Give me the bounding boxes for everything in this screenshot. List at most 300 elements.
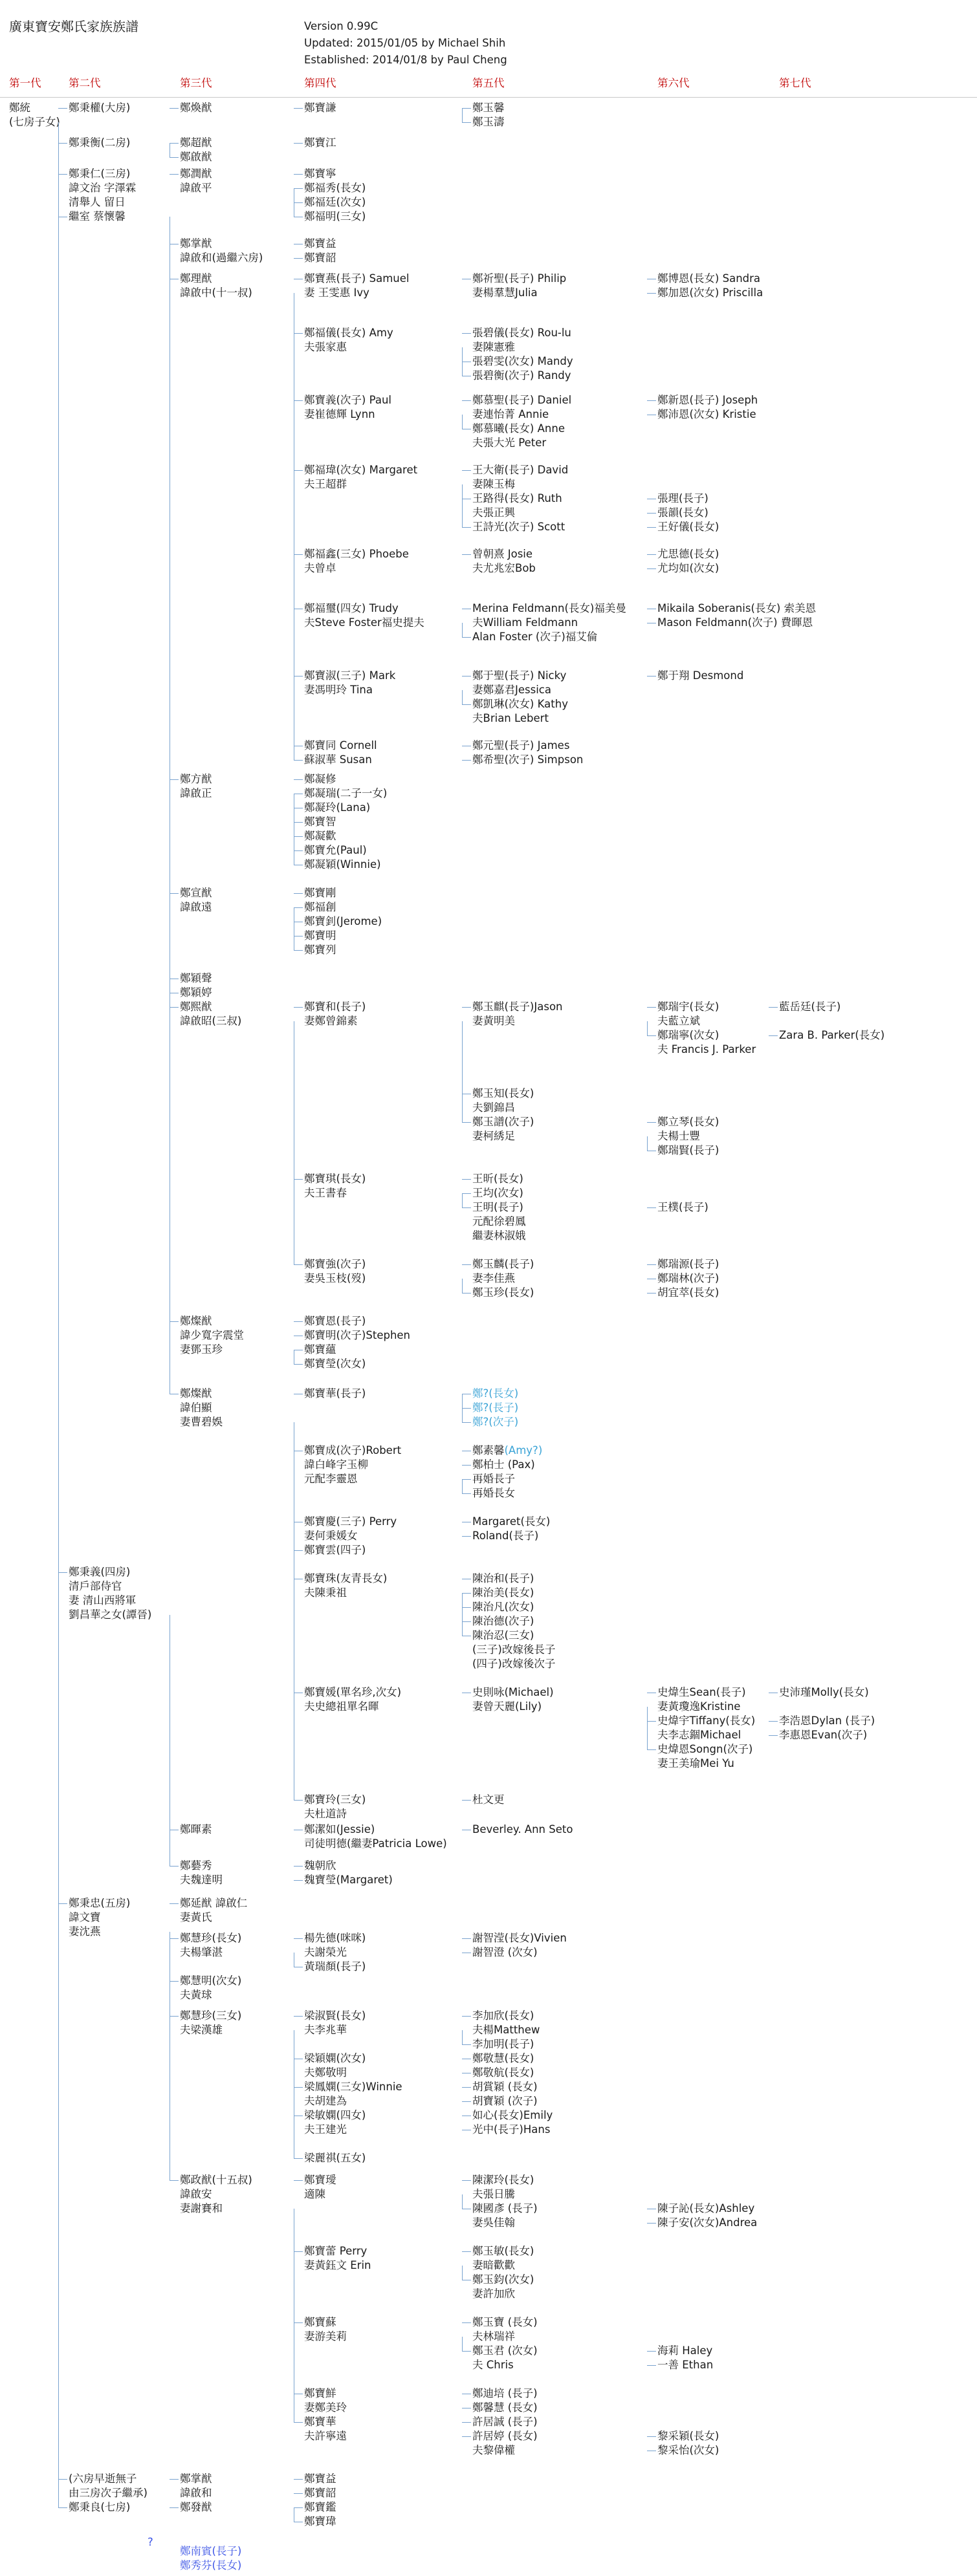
- gen-5-entry: 史則咏(Michael): [472, 1686, 554, 1698]
- connector-line: [462, 1800, 471, 1801]
- updated-label: Updated: 2015/01/05 by Michael Shih: [304, 37, 506, 49]
- connector-line: [58, 108, 67, 109]
- connector-line: [58, 1903, 67, 1904]
- connector-line: [462, 400, 471, 401]
- gen-4-entry: 鄭潔如(Jessie): [304, 1823, 375, 1835]
- gen-6-entry: 黎采怡(次女): [657, 2444, 719, 2456]
- connector-line: [294, 1938, 303, 1939]
- gen-6-entry: 鄭瑞宇(長女): [657, 1001, 719, 1013]
- gen-4-entry: 鄭寶瑩(次女): [304, 1358, 366, 1370]
- gen-5-entry: 王詩光(次子) Scott: [472, 521, 565, 533]
- gen-6-entry: 鄭瑞林(次子): [657, 1272, 719, 1284]
- gen-4-entry: 鄭福廷(次女): [304, 196, 366, 208]
- gen-4-entry: 妻鄭美玲: [304, 2401, 347, 2414]
- gen-4-entry: 妻崔德輝 Lynn: [304, 408, 375, 420]
- connector-line: [462, 1479, 471, 1480]
- connector-line: [170, 1903, 179, 1904]
- gen-5-entry: 鄭玉敏(長女): [472, 2245, 534, 2257]
- connector-line: [647, 513, 656, 514]
- gen-3-entry: 諱啟平: [180, 182, 212, 194]
- connector-line: [462, 108, 471, 109]
- gen-3-entry: 鄭理猷: [180, 272, 212, 285]
- connector-line: [647, 1749, 656, 1750]
- gen-4-entry: 妻 王雯惠 Ivy: [304, 287, 369, 299]
- gen-3-entry: 諱伯顯: [180, 1402, 212, 1414]
- connector-line: [647, 2351, 656, 2352]
- gen-5-entry: 陳治忍(三女): [472, 1629, 534, 1641]
- gen-5-entry: 鄭玉寶 (長女): [472, 2316, 538, 2328]
- gen-5-entry: 陳治和(長子): [472, 1572, 534, 1585]
- connector-line: [647, 568, 656, 569]
- header-gen-6: 第六代: [657, 77, 690, 89]
- gen-6-entry: 胡宜萃(長女): [657, 1286, 719, 1299]
- gen-5-entry: 鄭于聖(長子) Nicky: [472, 669, 567, 682]
- gen-4-entry: 鄭寶淑(三子) Mark: [304, 669, 396, 682]
- gen-2-entry: 劉昌華之女(譚晉): [69, 1608, 152, 1621]
- connector-line: [294, 1007, 303, 1008]
- gen-5-entry: 妻吳佳翰: [472, 2216, 515, 2229]
- gen-3-entry: 鄭慧珍(長女): [180, 1932, 242, 1944]
- gen-3-entry: 鄭宣猷: [180, 887, 212, 899]
- gen-6-entry: 夫藍立斌: [657, 1015, 700, 1027]
- connector-line: [170, 1938, 179, 1939]
- gen-2-entry: 鄭秉忠(五房): [69, 1897, 131, 1909]
- gen-4-entry: 鄭寶江: [304, 136, 336, 149]
- gen-3-entry: 諱啟中(十一叔): [180, 287, 252, 299]
- gen-7-entry: 藍岳廷(長子): [779, 1001, 841, 1013]
- gen-6-entry: 妻王美瑜Mei Yu: [657, 1757, 734, 1770]
- gen-3-entry: 鄭燦猷: [180, 1315, 212, 1327]
- gen-4-entry: 夫杜道詩: [304, 1808, 347, 1820]
- gen-6-entry: 妻黃瓊逸Kristine: [657, 1700, 741, 1713]
- gen-3-entry: 諱啟遠: [180, 901, 212, 913]
- gen-4-entry: 鄭寶允(Paul): [304, 844, 367, 856]
- gen-6-entry: 史煒恩Songn(次子): [657, 1743, 753, 1755]
- header-gen-4: 第四代: [304, 77, 336, 89]
- connector-line: [647, 1035, 656, 1036]
- connector-line: [170, 779, 179, 780]
- gen-3-entry: 妻謝賽和: [180, 2202, 223, 2214]
- gen-3-entry: 妻曹碧娛: [180, 1416, 223, 1428]
- gen-4-entry: 鄭寶和(長子): [304, 1001, 366, 1013]
- gen-2-entry: 妻 清山西將軍: [69, 1594, 137, 1607]
- gen-5-entry: 妻柯綉足: [472, 1130, 515, 1142]
- connector-line: [462, 1193, 463, 1207]
- gen-4-entry: 司徒明德(繼妻Patricia Lowe): [304, 1837, 447, 1850]
- gen-2-entry: 鄭秉權(大房): [69, 102, 131, 114]
- gen-5-entry: 鄭祈聖(長子) Philip: [472, 272, 567, 285]
- connector-line: [462, 333, 471, 334]
- gen-3-entry: 鄭掌猷: [180, 237, 212, 250]
- gen-4-entry: 諱白峰字玉柳: [304, 1458, 368, 1471]
- gen-6-entry: Mikaila Soberanis(長女) 索美恩: [657, 602, 817, 614]
- gen-6-entry: 夫李志錮Michael: [657, 1729, 741, 1741]
- connector-line: [769, 1735, 778, 1736]
- header-gen-2: 第二代: [69, 77, 101, 89]
- connector-line: [647, 1136, 648, 1151]
- connector-line: [647, 293, 656, 294]
- gen-4-entry: 夫胡建為: [304, 2095, 347, 2107]
- gen-4-entry: 鄭寶蘊: [304, 1343, 336, 1356]
- gen-4-entry: 鄭寶鮮: [304, 2387, 336, 2399]
- connector-line: [294, 1800, 303, 1801]
- gen-5-entry: 鄭玉珍(長女): [472, 1286, 534, 1299]
- connector-line: [647, 2223, 656, 2224]
- connector-line: [462, 1279, 463, 1293]
- connector-line: [294, 108, 303, 109]
- connector-line: [769, 1721, 778, 1722]
- connector-line: [170, 893, 179, 894]
- connector-line: [294, 400, 303, 401]
- connector-line: [462, 690, 463, 704]
- connector-line: [294, 1880, 303, 1881]
- gen-4-entry: 鄭寶益: [304, 2473, 336, 2485]
- gen-3-entry: 諱啟昭(三叔): [180, 1015, 242, 1027]
- connector-line: [462, 1536, 471, 1537]
- gen-3-entry: ?: [148, 2536, 153, 2548]
- connector-line: [462, 1179, 471, 1180]
- connector-line: [294, 1364, 303, 1365]
- connector-line: [647, 400, 656, 401]
- gen-3-entry: 夫楊肇湛: [180, 1946, 223, 1958]
- connector-line: [294, 554, 303, 555]
- gen-5-entry: 王明(長子): [472, 1201, 523, 1213]
- connector-line: [58, 1572, 67, 1573]
- gen-5-entry: 許居誠 (長子): [472, 2416, 538, 2428]
- gen-5-entry: 鄭希聖(次子) Simpson: [472, 753, 584, 766]
- connector-line: [58, 2479, 67, 2480]
- gen-4-entry: 梁穎嫻(次女): [304, 2052, 366, 2064]
- gen-5-entry: 陳治德(次子): [472, 1615, 534, 1627]
- connector-line: [462, 108, 463, 122]
- connector-line: [170, 2479, 179, 2480]
- gen-5-entry: 再婚長子: [472, 1473, 515, 1485]
- connector-line: [294, 470, 303, 471]
- gen-4-entry: 梁淑賢(長女): [304, 2009, 366, 2022]
- gen-4-entry: 鄭寶義(次子) Paul: [304, 394, 391, 406]
- gen-5-entry: 妻暗歡歡: [472, 2259, 515, 2271]
- gen-5-entry: 鄭慕曦(長女) Anne: [472, 422, 565, 435]
- connector-line: [647, 1021, 648, 1035]
- gen-4-entry: 妻黃鈺文 Erin: [304, 2259, 371, 2271]
- gen-5-entry: 許居婷 (長女): [472, 2430, 538, 2442]
- gen-5-entry: 鄭迪培 (長子): [472, 2387, 538, 2399]
- connector-line: [462, 2351, 471, 2352]
- connector-line: [462, 1408, 471, 1409]
- header-gen-3: 第三代: [180, 77, 212, 89]
- gen-3-entry: 夫魏達明: [180, 1874, 223, 1886]
- gen-3-entry: 鄭煥猷: [180, 102, 212, 114]
- gen-4-entry: 鄭福創: [304, 901, 336, 913]
- connector-line: [462, 2180, 471, 2181]
- gen-6-entry: 鄭博恩(長女) Sandra: [657, 272, 761, 285]
- gen-1-entry: (七房子女): [9, 116, 60, 128]
- connector-line: [294, 143, 303, 144]
- gen-5-entry: 鄭玉濤: [472, 116, 505, 128]
- gen-6-entry: 鄭瑞源(長子): [657, 1258, 719, 1270]
- gen-4-entry: 夫王建光: [304, 2123, 347, 2136]
- gen-3-entry: 鄭掌猷: [180, 2473, 212, 2485]
- established-label: Established: 2014/01/8 by Paul Cheng: [304, 54, 507, 66]
- connector-line: [462, 1607, 471, 1608]
- gen-2-entry: 諱文寶: [69, 1911, 101, 1923]
- connector-line: [462, 1465, 471, 1466]
- connector-line: [462, 2251, 471, 2252]
- connector-line: [647, 527, 656, 528]
- gen-3-entry: 鄭超猷: [180, 136, 212, 149]
- gen-4-entry: 梁鳳嫻(三女)Winnie: [304, 2081, 402, 2093]
- gen-4-entry: 夫張家惠: [304, 341, 347, 353]
- connector-line: [170, 174, 179, 175]
- gen-5-entry: 鄭柏士 (Pax): [472, 1458, 535, 1471]
- gen-6-entry: 鄭立琴(長女): [657, 1116, 719, 1128]
- gen-4-entry: 妻馮明玲 Tina: [304, 684, 373, 696]
- gen-1-entry: 鄭統: [9, 102, 30, 114]
- gen-4-entry: 鄭寶成(次子)Robert: [304, 1444, 402, 1456]
- gen-7-entry: 李惠恩Evan(次子): [779, 1729, 868, 1741]
- connector-line: [170, 2507, 179, 2508]
- gen-2-entry: 鄭秉衡(二房): [69, 136, 131, 149]
- connector-line: [170, 1007, 179, 1008]
- gen-5-entry: 鄭玉鈞(次女): [472, 2273, 534, 2286]
- connector-line: [462, 1493, 471, 1494]
- gen-3-entry: 妻鄧玉珍: [180, 1343, 223, 1356]
- gen-3-entry: 鄭燦猷: [180, 1387, 212, 1400]
- gen-4-entry: 鄭寶鑑: [304, 2501, 336, 2513]
- gen-6-entry: 史煒生Sean(長子): [657, 1686, 746, 1698]
- gen-5-entry: 鄭?(長女): [472, 1387, 519, 1400]
- gen-4-entry: 鄭寶益: [304, 237, 336, 250]
- connector-line: [462, 2422, 471, 2423]
- connector-line: [462, 2322, 471, 2323]
- gen-5-entry: 夫張日騰: [472, 2188, 515, 2200]
- gen-6-entry: 鄭瑞賢(長子): [657, 1144, 719, 1156]
- gen-5-entry: 張碧雯(次女) Mandy: [472, 355, 573, 367]
- connector-line: [294, 2322, 303, 2323]
- gen-4-entry: 適陳: [304, 2188, 325, 2200]
- gen-3-entry: 夫梁漢雄: [180, 2024, 223, 2036]
- gen-5-entry: 鄭素馨(Amy?): [472, 1444, 543, 1456]
- connector-line: [294, 202, 303, 203]
- gen-5-entry: 妻連怡菁 Annie: [472, 408, 549, 420]
- gen-4-entry: 鄭凝穎(Winnie): [304, 858, 381, 871]
- gen-4-entry: 夫史總祖單名暉: [304, 1700, 379, 1713]
- connector-line: [294, 1550, 303, 1551]
- gen-6-entry: 黎采穎(長女): [657, 2430, 719, 2442]
- gen-5-entry: 王昕(長女): [472, 1173, 523, 1185]
- connector-line: [58, 2507, 67, 2508]
- gen-4-entry: 鄭寶強(次子): [304, 1258, 366, 1270]
- gen-5-entry: 陳國彥 (長子): [472, 2202, 538, 2214]
- gen-6-entry: 海莉 Haley: [657, 2344, 713, 2357]
- connector-line: [462, 2101, 471, 2102]
- gen-3-entry: 鄭慧珍(三女): [180, 2009, 242, 2022]
- connector-line: [769, 1035, 778, 1036]
- connector-line: [294, 836, 303, 837]
- gen-3-entry: 鄭熙猷: [180, 1001, 212, 1013]
- gen-5-entry: 張碧儀(長女) Rou-lu: [472, 327, 571, 339]
- connector-line: [462, 2087, 471, 2088]
- gen-5-entry: 鄭玉麒(長子)Jason: [472, 1001, 563, 1013]
- gen-5-entry: 胡賞穎 (長女): [472, 2081, 538, 2093]
- gen-5-entry: 妻許加欣: [472, 2288, 515, 2300]
- header-gen-1: 第一代: [9, 77, 41, 89]
- gen-5-entry: 謝智澄 (次女): [472, 1946, 538, 1958]
- header-gen-5: 第五代: [472, 77, 505, 89]
- connector-line: [462, 623, 463, 637]
- gen-5-entry: 鄭?(長子): [472, 1402, 519, 1414]
- gen-4-entry: 鄭寶玲(三女): [304, 1793, 366, 1806]
- gen-5-entry: 鄭馨慧 (長女): [472, 2401, 538, 2414]
- connector-line: [58, 174, 67, 175]
- connector-line: [647, 2436, 656, 2437]
- connector-line: [170, 2180, 179, 2181]
- gen-6-entry: 夫楊士豐: [657, 1130, 700, 1142]
- gen-5-entry: 夫劉錦昌: [472, 1101, 515, 1114]
- connector-line: [170, 108, 179, 109]
- connector-line: [294, 2507, 303, 2508]
- gen-3-entry: 諱少寬字震堂: [180, 1329, 244, 1341]
- gen-3-entry: 鄭發猷: [180, 2501, 212, 2513]
- gen-4-entry: 鄭寶媛(單名珍,次女): [304, 1686, 402, 1698]
- connector-line: [462, 1394, 463, 1422]
- connector-line: [769, 1007, 778, 1008]
- gen-4-entry: 鄭福鑫(三女) Phoebe: [304, 548, 409, 560]
- gen-4-entry: 元配李靈恩: [304, 1473, 358, 1485]
- gen-6-entry: 陳子安(次女)Andrea: [657, 2216, 758, 2229]
- gen-4-entry: 鄭福明(三女): [304, 210, 366, 222]
- gen-4-entry: 鄭福璽(四女) Trudy: [304, 602, 399, 614]
- gen-4-entry: 鄭寶韶: [304, 252, 336, 264]
- gen-6-entry: Mason Feldmann(次子) 費暉恩: [657, 616, 813, 629]
- gen-6-entry: 王樸(長子): [657, 1201, 708, 1213]
- gen-5-entry: 胡寶穎 (次子): [472, 2095, 538, 2107]
- gen-4-entry: 魏朝欣: [304, 1859, 336, 1872]
- gen-6-entry: 王好儀(長女): [657, 521, 719, 533]
- gen-4-entry: 鄭寶珠(友青長女): [304, 1572, 388, 1585]
- connector-line: [462, 484, 463, 527]
- gen-4-entry: 鄭寶智: [304, 816, 336, 828]
- gen-4-entry: 夫陳秉祖: [304, 1586, 347, 1599]
- gen-5-entry: 夫張正興: [472, 506, 515, 519]
- header-gen-7: 第七代: [779, 77, 811, 89]
- gen-4-entry: 夫許寧遠: [304, 2430, 347, 2442]
- connector-line: [462, 2030, 463, 2044]
- gen-6-entry: 一善 Ethan: [657, 2359, 714, 2371]
- connector-line: [462, 704, 471, 705]
- gen-3-entry: 鄭穎聲: [180, 972, 212, 984]
- connector-line: [462, 1122, 471, 1123]
- header-divider: [0, 97, 977, 98]
- connector-line: [462, 1593, 471, 1594]
- gen-6-entry: 鄭沛恩(次女) Kristie: [657, 408, 756, 420]
- gen-3-entry: 夫黃球: [180, 1989, 212, 2001]
- gen-4-entry: 鄭寶雲(四子): [304, 1544, 366, 1556]
- gen-4-entry: 鄭寶列: [304, 944, 336, 956]
- gen-4-entry: 梁麗祺(五女): [304, 2152, 366, 2164]
- connector-line: [170, 143, 179, 144]
- gen-3-entry: 鄭方猷: [180, 773, 212, 785]
- gen-4-entry: 夫謝榮光: [304, 1946, 347, 1958]
- gen-5-entry: 鄭凱琳(次女) Kathy: [472, 698, 568, 710]
- gen-4-entry: 鄭寶瑋: [304, 2515, 336, 2527]
- connector-line: [170, 1321, 179, 1322]
- gen-5-entry: 妻陳玉梅: [472, 478, 515, 490]
- gen-5-entry: 鄭?(次子): [472, 1416, 519, 1428]
- gen-3-entry: 妻黃氏: [180, 1911, 212, 1923]
- gen-3-entry: 鄭慧明(次女): [180, 1975, 242, 1987]
- gen-5-entry: 妻黃明美: [472, 1015, 515, 1027]
- gen-5-entry: 李加明(長子): [472, 2038, 534, 2050]
- connector-line: [58, 143, 67, 144]
- gen-4-entry: 鄭寶同 Cornell: [304, 739, 377, 752]
- connector-line: [462, 1479, 463, 1493]
- gen-5-entry: 謝智滢(長女)Vivien: [472, 1932, 567, 1944]
- gen-4-entry: 鄭寶琪(長女): [304, 1173, 366, 1185]
- gen-4-entry: 鄭凝瑞(二子一女): [304, 787, 388, 799]
- gen-4-entry: 鄭寶璦: [304, 2174, 336, 2186]
- connector-line: [462, 1207, 471, 1208]
- connector-line: [462, 2194, 463, 2209]
- gen-5-entry: 如心(長女)Emily: [472, 2109, 553, 2121]
- document-title: 廣東寶安鄭氏家族族譜: [9, 19, 138, 34]
- gen-5-entry: 夫楊Matthew: [472, 2024, 540, 2036]
- gen-4-entry: 妻何秉媛女: [304, 1530, 358, 1542]
- gen-5-entry: 鄭玉麟(長子): [472, 1258, 534, 1270]
- gen-5-entry: 張碧衡(次子) Randy: [472, 369, 571, 382]
- gen-5-entry: Margaret(長女): [472, 1515, 551, 1528]
- connector-line: [462, 2266, 463, 2280]
- gen-3-entry: 諱啟正: [180, 787, 212, 799]
- gen-5-entry: 夫 Chris: [472, 2359, 514, 2371]
- connector-line: [294, 174, 303, 175]
- gen-4-entry: 妻鄭曾錦素: [304, 1015, 358, 1027]
- gen-4-entry: 魏寶瑩(Margaret): [304, 1874, 393, 1886]
- gen-5-entry: 王路得(長女) Ruth: [472, 492, 562, 504]
- connector-line: [170, 1866, 179, 1867]
- gen-5-entry: 繼妻林淑娥: [472, 1229, 526, 1242]
- gen-6-entry: 尤思德(長女): [657, 548, 719, 560]
- connector-line: [294, 1866, 303, 1867]
- gen-5-entry: 妻曾天麗(Lily): [472, 1700, 542, 1713]
- gen-6-entry: 夫 Francis J. Parker: [657, 1043, 756, 1055]
- connector-line: [462, 527, 471, 528]
- gen-4-entry: 鄭福儀(長女) Amy: [304, 327, 393, 339]
- gen-4-entry: 楊先德(咪咪): [304, 1932, 366, 1944]
- connector-line: [170, 1981, 179, 1982]
- connector-line: [462, 637, 471, 638]
- connector-line: [647, 1721, 656, 1722]
- gen-6-entry: 尤均如(次女): [657, 562, 719, 574]
- connector-line: [294, 258, 303, 259]
- gen-5-entry: 陳治凡(次女): [472, 1601, 534, 1613]
- gen-2-entry: 由三房次子繼承): [69, 2487, 148, 2499]
- connector-line: [462, 1621, 471, 1622]
- gen-4-entry: 妻吳玉枝(歿): [304, 1272, 366, 1284]
- gen-4-entry: 鄭寶明(次子)Stephen: [304, 1329, 411, 1341]
- gen-5-entry: 鄭玉馨: [472, 102, 505, 114]
- gen-5-entry: Beverley. Ann Seto: [472, 1823, 573, 1835]
- gen-6-entry: 史煒宇Tiffany(長女): [657, 1715, 756, 1727]
- connector-line: [294, 2422, 303, 2423]
- connector-line: [462, 1422, 471, 1423]
- gen-4-entry: 鄭寶蕾 Perry: [304, 2245, 368, 2257]
- gen-4-entry: 梁敏嫻(四女): [304, 2109, 366, 2121]
- gen-3-entry: 鄭藝秀: [180, 1859, 212, 1872]
- gen-4-entry: 夫鄭敬明: [304, 2066, 347, 2079]
- gen-5-entry: 妻李佳燕: [472, 1272, 515, 1284]
- gen-5-entry: 鄭玉譜(次子): [472, 1116, 534, 1128]
